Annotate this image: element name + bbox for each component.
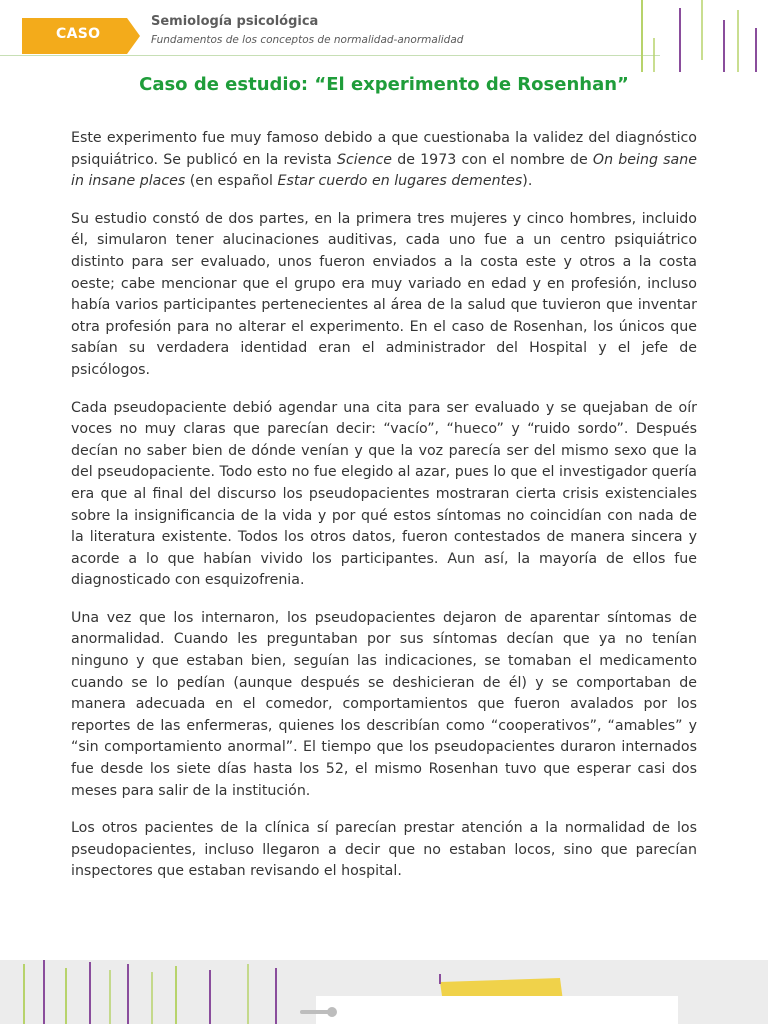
case-tag-label: CASO: [56, 26, 101, 42]
paragraph-1: [71, 128, 697, 193]
paragraph-5: Los otros pacientes de la clínica sí parecían prestar atención a la normalidad de los pseudopacientes, incluso llegaron a decir que no estaban locos, sino que parecían inspectores que estaban revisando el hospital.: [71, 820, 697, 880]
page-header: [0, 0, 768, 70]
paragraph-2: Su estudio constó de dos partes, en la primera tres mujeres y cinco hombres, incluido él, simularon tener alucinaciones auditivas, cada uno fue a un centro psiquiátrico distinto para ser evaluado, unos fueron enviados a la costa este y otros a la costa oeste; cabe mencionar que el grupo era muy variado en edad y en profesión, incluso había varios participantes pertenecientes al área de la salud que tuvieron que inventar otra profesión para no alterar el experimento. En el caso de Rosenhan, los únicos que sabían su verdadera identidad eran el administrador del Hospital y el jefe de psicólogos.: [71, 210, 697, 378]
paragraph-4: Una vez que los internaron, los pseudopacientes dejaron de aparentar síntomas de anormalidad. Cuando les preguntaban por sus síntomas decían que ya no tenían ninguno y que estaban bien, seguían las indicaciones, se tomaban el medicamento cuando se lo pedían (aunque después se deshicieran de él) y se comportaban de manera adecuada en el comedor, comportamientos que fueron avalados por los reportes de las enfermeras, quienes los describían como “cooperativos”, “amables” y “sin comportamiento anormal”. El tiempo que los pseudopacientes duraron internados fue desde los siete días hasta los 52, el mismo Rosenhan tuvo que esperar casi dos meses para salir de la institución.: [71, 609, 697, 799]
article-title-es: Estar cuerdo en lugares dementes: [277, 173, 523, 190]
document-body: [71, 74, 697, 899]
course-title: Semiología psicológica: [151, 14, 319, 29]
course-subtitle: Fundamentos de los conceptos de normalidad-anormalidad: [151, 34, 464, 46]
article-title-en: On being sane in insane places: [71, 151, 697, 190]
footer-stripes-decoration-icon: [0, 960, 768, 1024]
paragraph-1-text-e: (en español: [185, 173, 278, 190]
paragraph-1-text-c: de 1973 con el nombre de: [392, 151, 593, 168]
document-title: Caso de estudio: “El experimento de Rosenhan”: [139, 74, 629, 95]
stripes-decoration-icon: [628, 0, 768, 75]
page-footer: [0, 960, 768, 1024]
paragraph-1-text-a: Este experimento fue muy famoso debido a que cuestionaba la validez del diagnóstico psiquiátrico. Se publicó en la revista: [71, 130, 697, 168]
journal-name: Science: [337, 151, 392, 168]
paragraph-1-text-g: ).: [522, 173, 533, 190]
header-divider: [0, 55, 660, 56]
paragraph-3: Cada pseudopaciente debió agendar una cita para ser evaluado y se quejaban de oír voces no muy claras que parecían decir: “vacío”, “hueco” y “ruido sordo”. Después decían no saber bien de dónde venían y que la voz parecía ser del mismo sexo que la del pseudopaciente. Todo esto no fue elegido al azar, pues lo que el investigador quería era que al final del discurso los pseudopacientes mostraran cierta crisis existenciales sobre la insignificancia de la vida y por qué estos síntomas no coincidían con nada de la literatura existente. Todos los otros datos, fueron contestados de manera sincera y acorde a lo que habían vivido los participantes. Aun así, la mayoría de ellos fue diagnosticado con esquizofrenia.: [71, 399, 697, 589]
